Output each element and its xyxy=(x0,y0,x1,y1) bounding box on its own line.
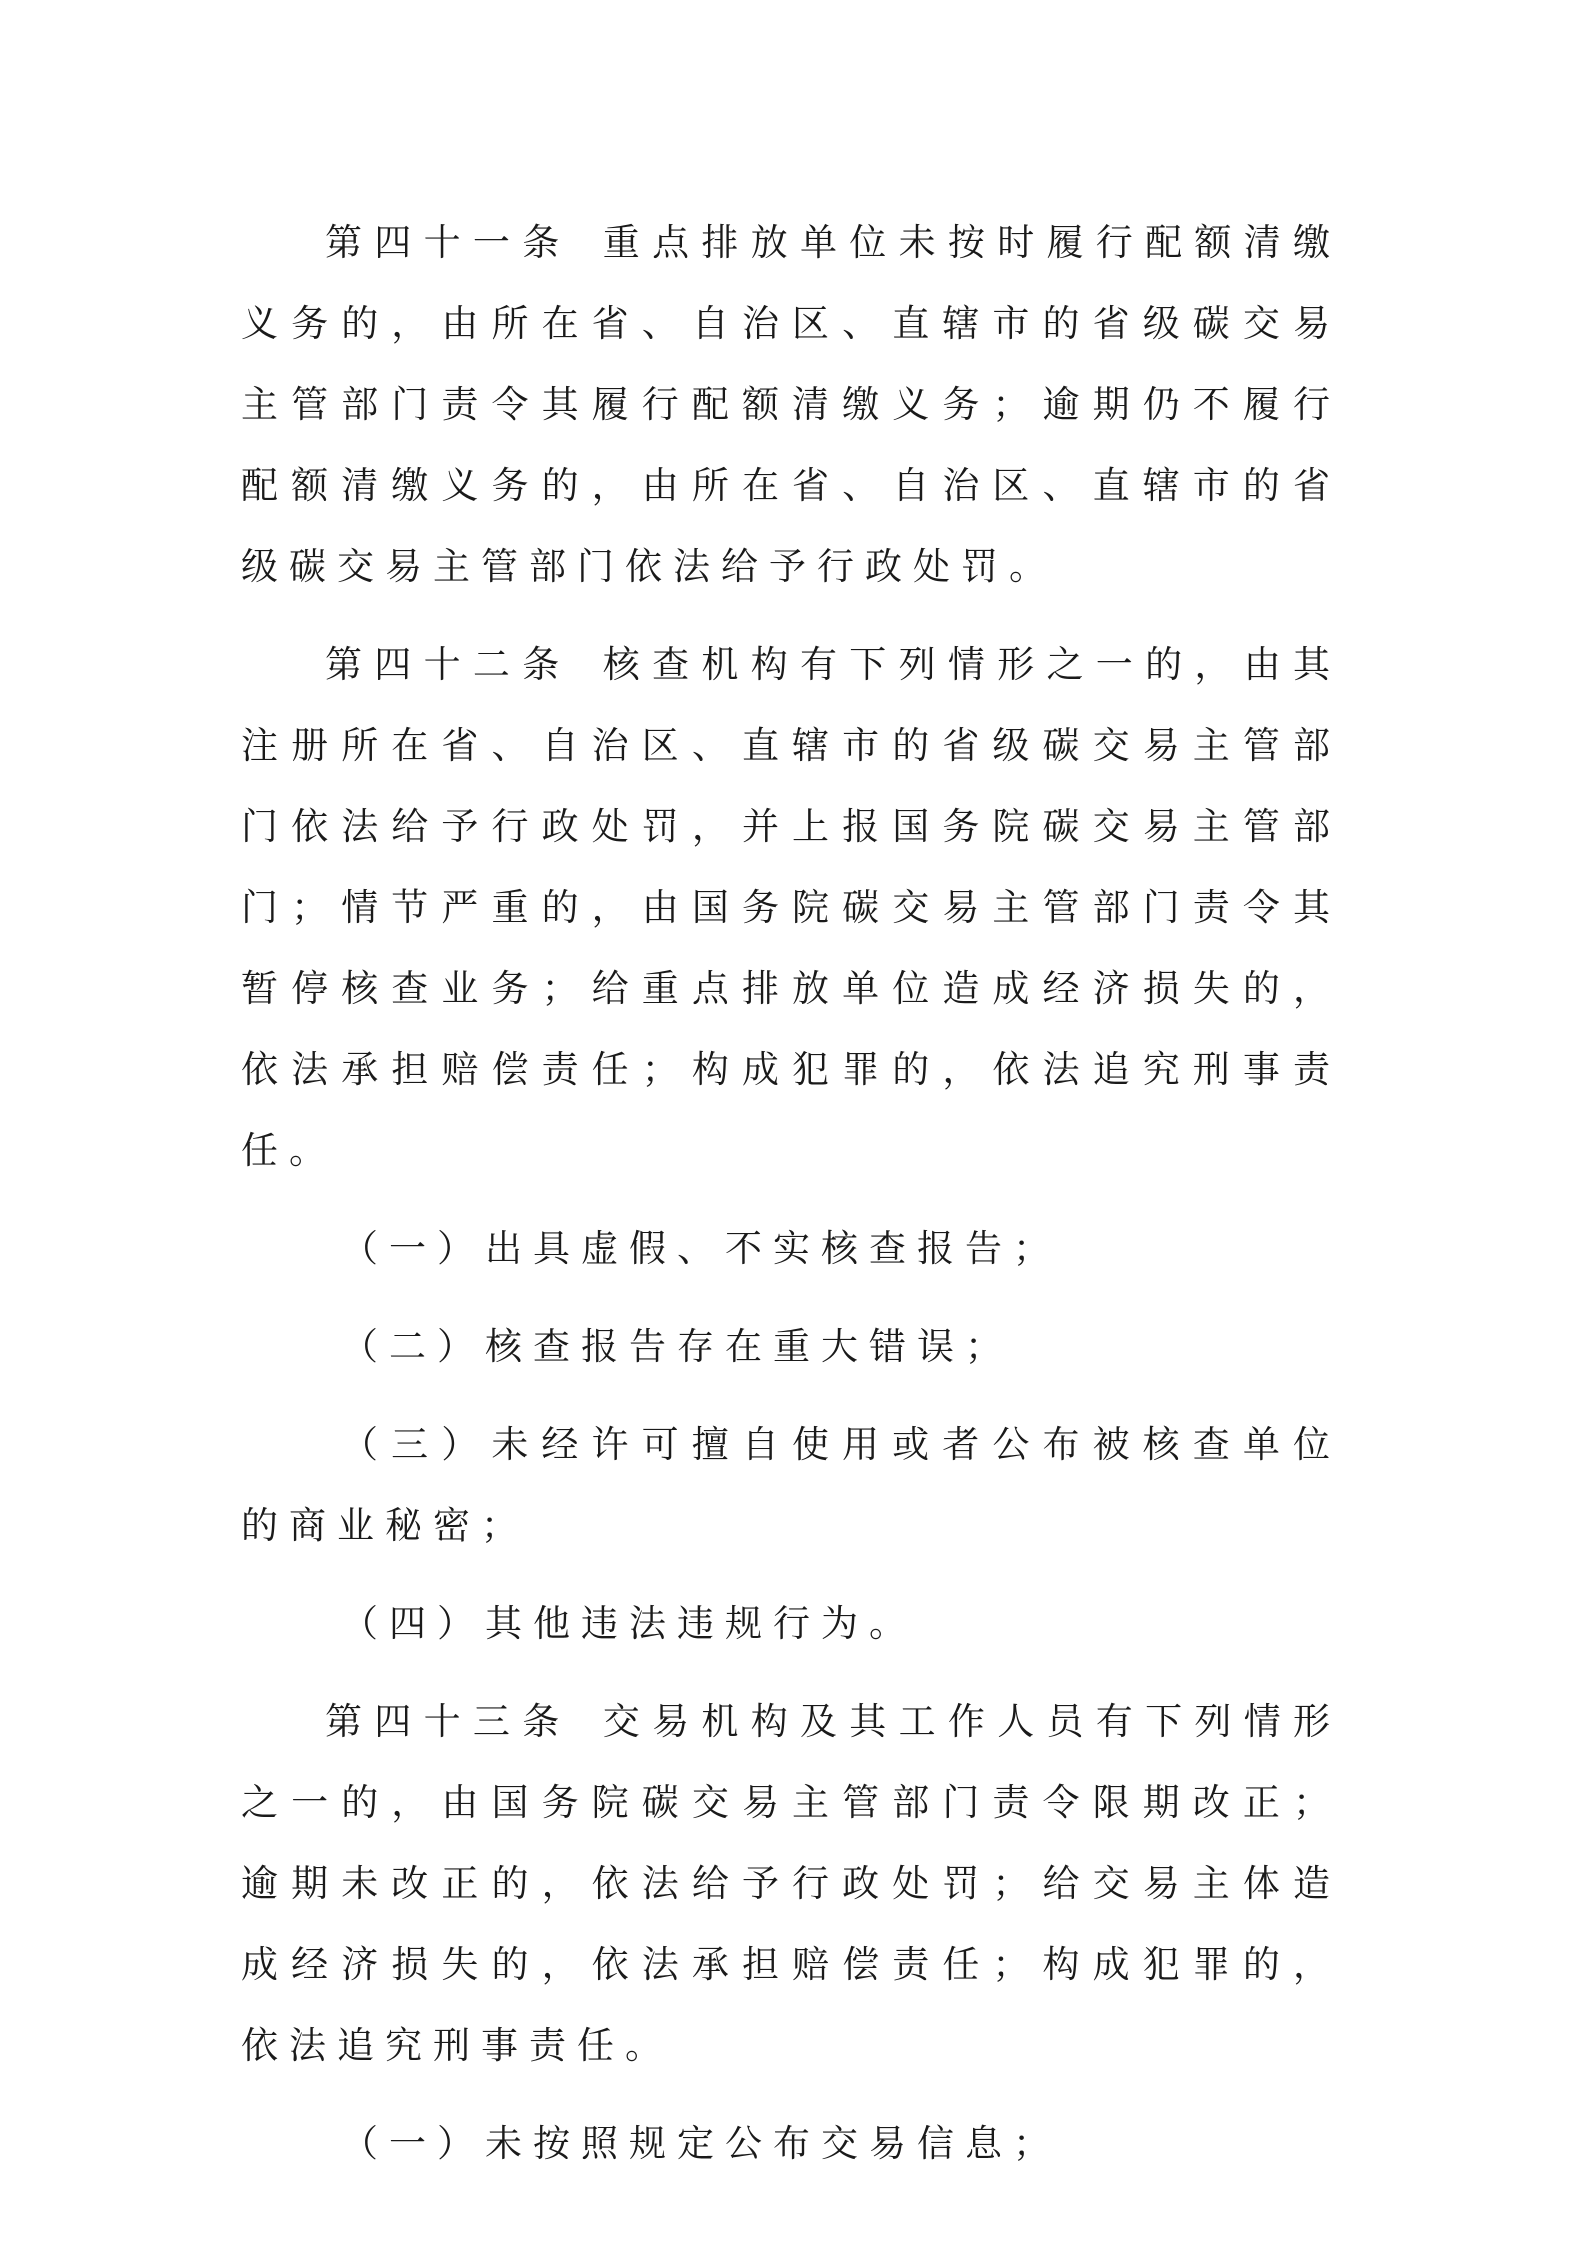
list-item: （一）未按照规定公布交易信息； xyxy=(341,2122,1061,2165)
list-item: （三）未经许可擅自使用或者公布被核查单位的商业秘密； xyxy=(241,1423,1341,1547)
article-41 xyxy=(241,202,1341,607)
article-number: 第四十二条 xyxy=(325,643,572,686)
article-number: 第四十三条 xyxy=(325,1700,572,1743)
list-item: （一）出具虚假、不实核查报告； xyxy=(341,1227,1061,1270)
article-text: 核查机构有下列情形之一的，由其注册所在省、自治区、直辖市的省级碳交易主管部门依法给予行政处罚，并上报国务院碳交易主管部门；情节严重的，由国务院碳交易主管部门责令其暂停核查业务；给重点排放单位造成经济损失的，依法承担赔偿责任；构成犯罪的，依法追究刑事责任。 xyxy=(241,643,1341,1172)
list-item: （四）其他违法违规行为。 xyxy=(341,1602,917,1645)
article-42 xyxy=(241,624,1341,1191)
article-43 xyxy=(241,1681,1341,2086)
list-item: （二）核查报告存在重大错误； xyxy=(341,1325,1013,1368)
article-text: 交易机构及其工作人员有下列情形之一的，由国务院碳交易主管部门责令限期改正；逾期未改正的，依法给予行政处罚；给交易主体造成经济损失的，依法承担赔偿责任；构成犯罪的，依法追究刑事责任。 xyxy=(241,1700,1341,2067)
article-number: 第四十一条 xyxy=(325,221,572,264)
document-body xyxy=(241,202,1341,2201)
article-text: 重点排放单位未按时履行配额清缴义务的，由所在省、自治区、直辖市的省级碳交易主管部门责令其履行配额清缴义务；逾期仍不履行配额清缴义务的，由所在省、自治区、直辖市的省级碳交易主管部门依法给予行政处罚。 xyxy=(241,221,1341,588)
